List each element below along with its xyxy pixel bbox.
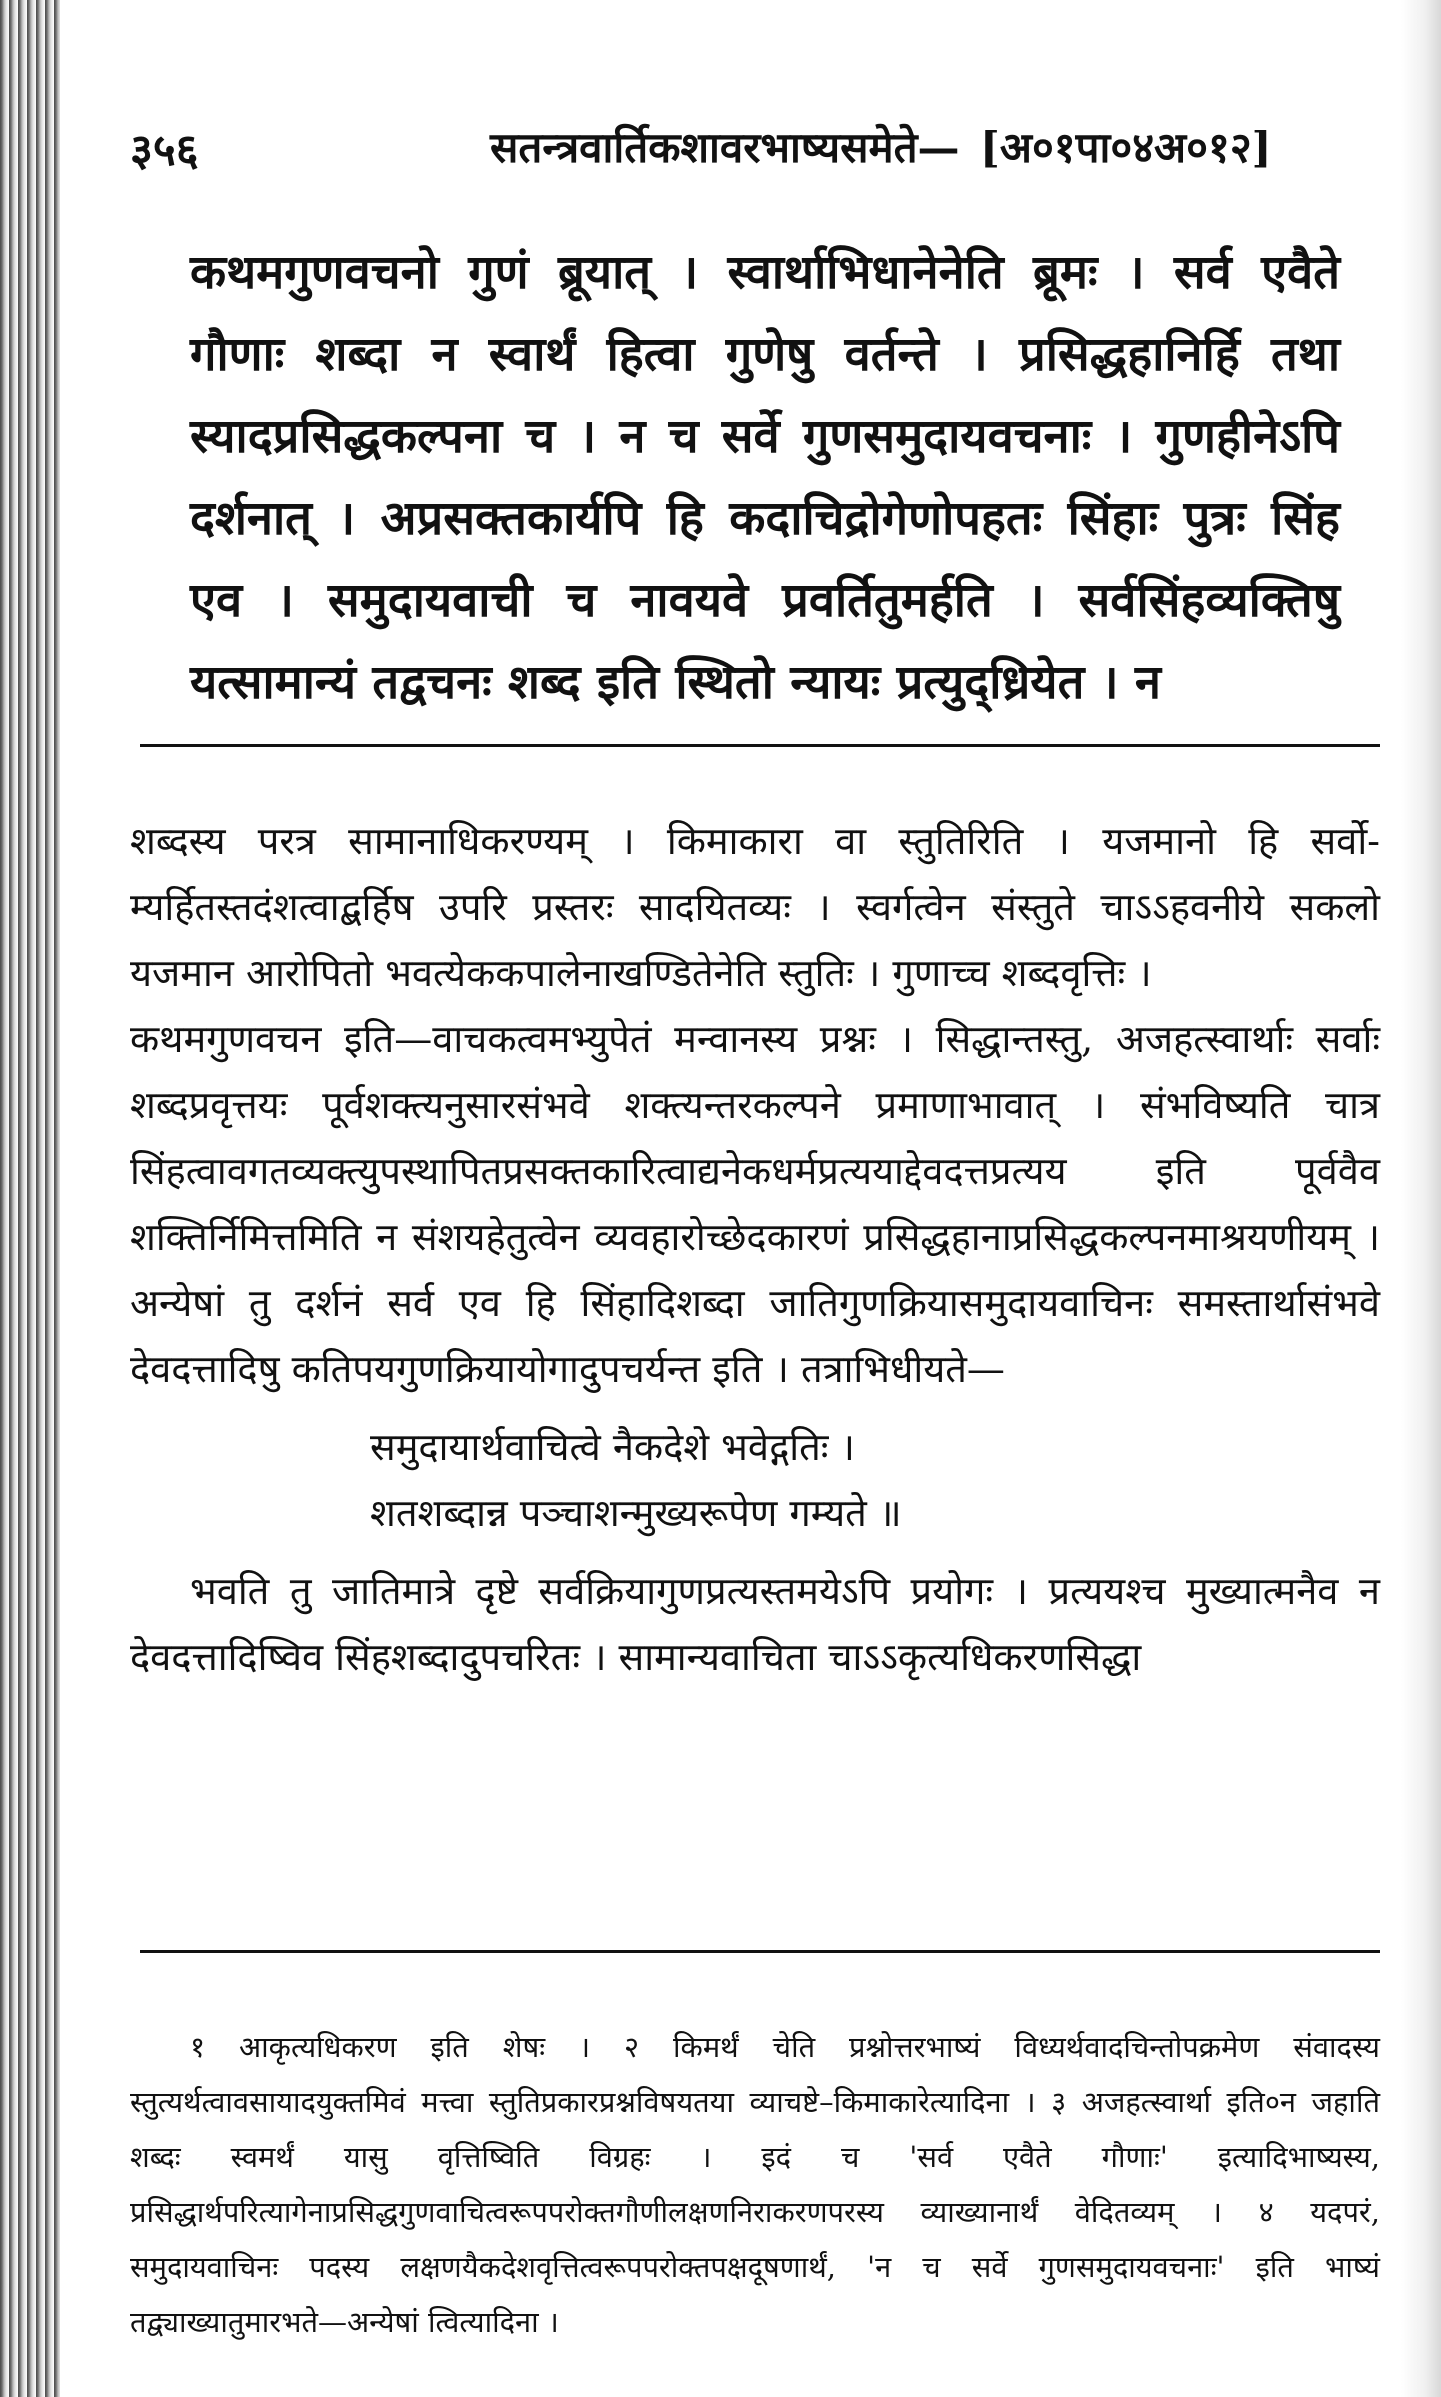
divider-rule: [140, 744, 1380, 747]
commentary-paragraph: शब्दस्य परत्र सामानाधिकरण्यम् । किमाकारा वा स्तुतिरिति । यजमानो हि सर्वो-म्यर्हितस्तदंशत्वाद्बर्हिष उपरि प्रस्तरः सादयितव्यः । स्वर्गत्वेन संस्तुते चाऽऽहवनीये सकलो यजमान आरोपितो भवत्येककपालेनाखण्डितेनेति स्तुतिः । गुणाच्च शब्दवृत्तिः ।: [130, 819, 1380, 995]
page-number: ३५६: [130, 125, 199, 176]
footnote-rule: [140, 1950, 1380, 1953]
running-title: सतन्त्रवार्तिकशावरभाष्यसमेते—: [490, 123, 960, 172]
verse-line: समुदायार्थवाचित्वे नैकदेशे भवेद्गतिः ।: [370, 1425, 855, 1469]
commentary: [130, 808, 1380, 1690]
page-edge-right: [1401, 0, 1441, 2397]
main-text: [190, 232, 1340, 724]
page-edge-shadow: [0, 0, 60, 2397]
commentary-paragraph: कथमगुणवचन इति—वाचकत्वमभ्युपेतं मन्वानस्य प्रश्नः । सिद्धान्तस्तु, अजहत्स्वार्थाः सर्वाः शब्दप्रवृत्तयः पूर्वशक्त्यनुसारसंभवे शक्त्यन्तरकल्पने प्रमाणाभावात् । संभविष्यति चात्र सिंहत्वावगतव्यक्त्युपस्थापितप्रसक्तकारित्वाद्यनेकधर्मप्रत्ययाद्देवदत्तप्रत्यय इति पूर्ववैव शक्तिर्निमित्तमिति न संशयहेतुत्वेन व्यवहारोच्छेदकारणं प्रसिद्धहानाप्रसिद्धकल्पनमाश्रयणीयम् । अन्येषां तु दर्शनं सर्व एव हि सिंहादिशब्दा जातिगुणक्रियासमुदायवाचिनः समस्तार्थासंभवे देवदत्तादिषु कतिपयगुणक्रियायोगादुपचर्यन्त इति । तत्राभिधीयते—: [130, 1017, 1380, 1391]
footnote-text: १ आकृत्यधिकरण इति शेषः । २ किमर्थं चेति प्रश्नोत्तरभाष्यं विध्यर्थवादचिन्तोपक्रमेण संवादस्य स्तुत्यर्थत्वावसायादयुक्तमिवं मत्त्वा स्तुतिप्रकारप्रश्नविषयतया व्याचष्टे–किमाकारेत्यादिना । ३ अजहत्स्वार्था इति०न जहाति शब्दः स्वमर्थं यासु वृत्तिष्विति विग्रहः । इदं च 'सर्व एवैते गौणाः' इत्यादिभाष्यस्य, प्रसिद्धार्थपरित्यागेनाप्रसिद्धगुणवाचित्वरूपपरोक्तगौणीलक्षणनिराकरणपरस्य व्याख्यानार्थं वेदितव्यम् । ४ यदपरं, समुदायवाचिनः पदस्य लक्षणयैकदेशवृत्तित्वरूपपरोक्तपक्षदूषणार्थं, 'न च सर्वे गुणसमुदायवचनाः' इति भाष्यं तद्व्याख्यातुमारभते—अन्येषां त्वित्यादिना ।: [130, 2030, 1380, 2339]
page-header: [130, 118, 1370, 178]
section-reference: [अ०१पा०४अ०१२]: [980, 123, 1272, 172]
main-text-paragraph: कथमगुणवचनो गुणं ब्रूयात् । स्वार्थाभिधानेनेति ब्रूमः । सर्व एवैते गौणाः शब्दा न स्वार्थं हित्वा गुणेषु वर्तन्ते । प्रसिद्धहानिर्हि तथा स्यादप्रसिद्धकल्पना च । न च सर्वे गुणसमुदायवचनाः । गुणहीनेऽपि दर्शनात् । अप्रसक्तकार्यपि हि कदाचिद्रोगेणोपहतः सिंहाः पुत्रः सिंह एव । समुदायवाची च नावयवे प्रवर्तितुमर्हति । सर्वसिंहव्यक्तिषु यत्सामान्यं तद्वचनः शब्द इति स्थितो न्यायः प्रत्युद्ध्रियेत । न: [190, 245, 1340, 710]
footnotes: [130, 2020, 1380, 2350]
verse-line: शतशब्दान्न पञ्चाशन्मुख्यरूपेण गम्यते ॥: [370, 1491, 902, 1535]
commentary-closing: भवति तु जातिमात्रे दृष्टे सर्वक्रियागुणप्रत्यस्तमयेऽपि प्रयोगः । प्रत्ययश्च मुख्यात्मनैव न देवदत्तादिष्विव सिंहशब्दादुपचरितः । सामान्यवाचिता चाऽऽकृत्यधिकरणसिद्धा: [130, 1569, 1380, 1679]
